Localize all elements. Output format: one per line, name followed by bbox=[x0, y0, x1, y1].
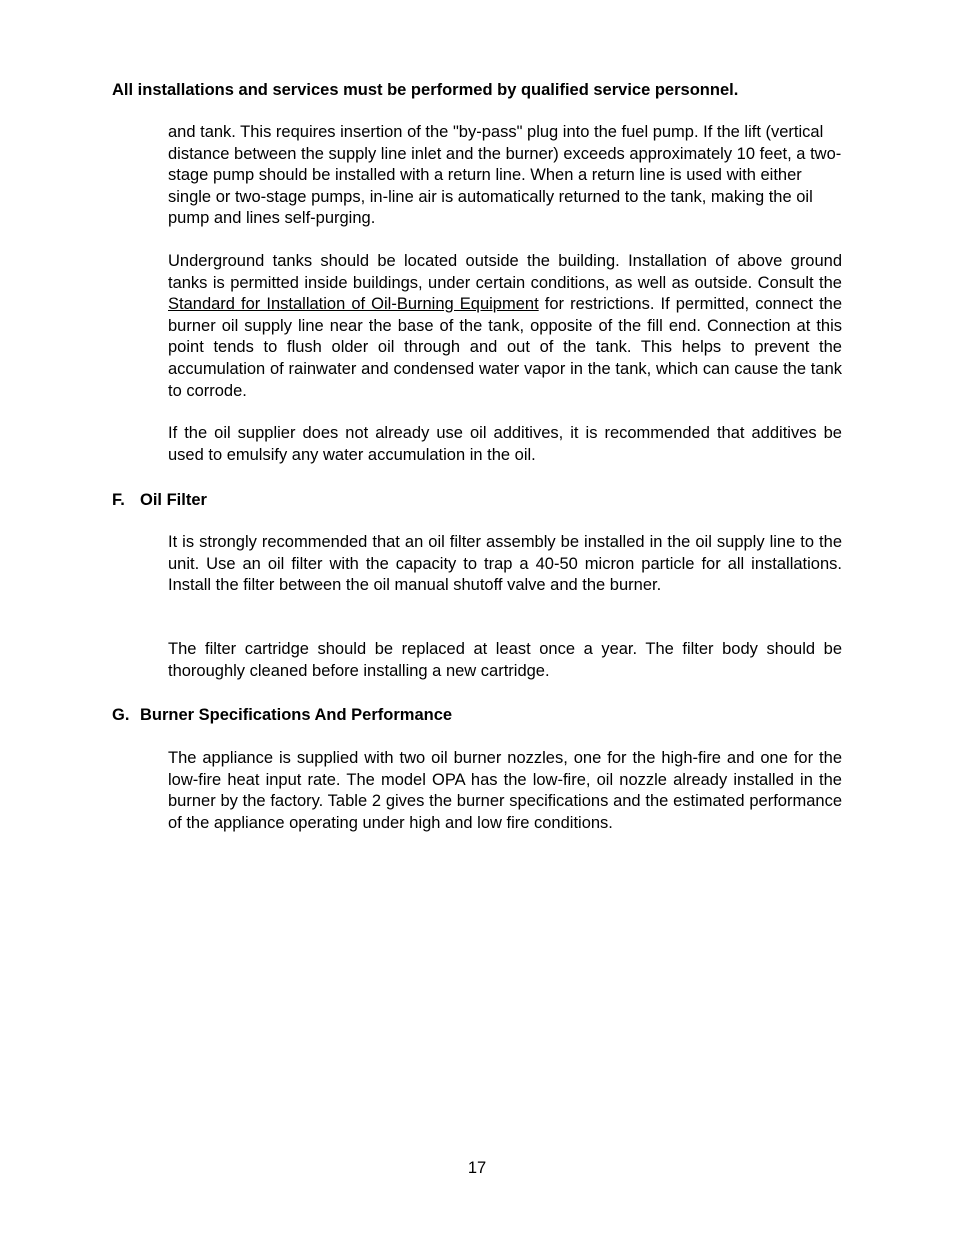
section-title: Burner Specifications And Performance bbox=[140, 706, 453, 724]
section-letter: F. bbox=[112, 491, 125, 509]
page-number: 17 bbox=[467, 1159, 487, 1177]
section-title: Oil Filter bbox=[140, 491, 207, 509]
paragraph-oil-filter-install: It is strongly recommended that an oil filter assembly be installed in the oil supply line to the unit. Use an oil filter with the capacity to trap a 40-50 micron particle for all installations. Install the filter between the oil manual shutoff valve and the burner. bbox=[168, 533, 842, 595]
paragraph-burner-nozzles: The appliance is supplied with two oil burner nozzles, one for the high-fire and one for the low-fire heat input rate. The model OPA has the low-fire, oil nozzle already installed in the burner by the factory. Table 2 gives the burner specifications and the estimated performance of the appliance operating under high and low fire conditions. bbox=[168, 749, 842, 832]
paragraph-underground-text-end: for restrictions. If permitted, connect the burner oil supply line near the base of the tank, opposite of the fill end. Connection at this point tends to flush older oil through and out of the tank. This helps to prevent the accumulation of rainwater and condensed water vapor in the tank, which can cause the tank to corrode. bbox=[168, 295, 843, 400]
paragraph-filter-cartridge: The filter cartridge should be replaced at least once a year. The filter body should be thoroughly cleaned before installing a new cartridge. bbox=[168, 640, 842, 680]
paragraph-underground-text-start: Underground tanks should be located outside the building. Installation of above ground tanks is permitted inside buildings, under certain conditions, as well as outside. Consult the bbox=[168, 252, 842, 292]
section-letter: G. bbox=[112, 706, 130, 724]
paragraph-oil-additives: If the oil supplier does not already use oil additives, it is recommended that additives be used to emulsify any water accumulation in the oil. bbox=[168, 424, 842, 464]
section-heading-oil-filter bbox=[112, 489, 207, 511]
standard-reference: Standard for Installation of Oil-Burning Equipment bbox=[168, 295, 539, 314]
section-heading-burner-specs bbox=[112, 704, 452, 726]
paragraph-underground-tanks bbox=[168, 251, 842, 402]
qualified-personnel-notice: All installations and services must be performed by qualified service personnel. bbox=[112, 81, 739, 99]
paragraph-return-line: and tank. This requires insertion of the "by-pass" plug into the fuel pump. If the lift (vertical distance between the supply line inlet and the burner) exceeds approximately 10 feet, a two-stage pump should be installed with a return line. When a return line is used with either single or two-stage pumps, in-line air is automatically returned to the tank, making the oil pump and lines self-purging. bbox=[168, 123, 842, 228]
